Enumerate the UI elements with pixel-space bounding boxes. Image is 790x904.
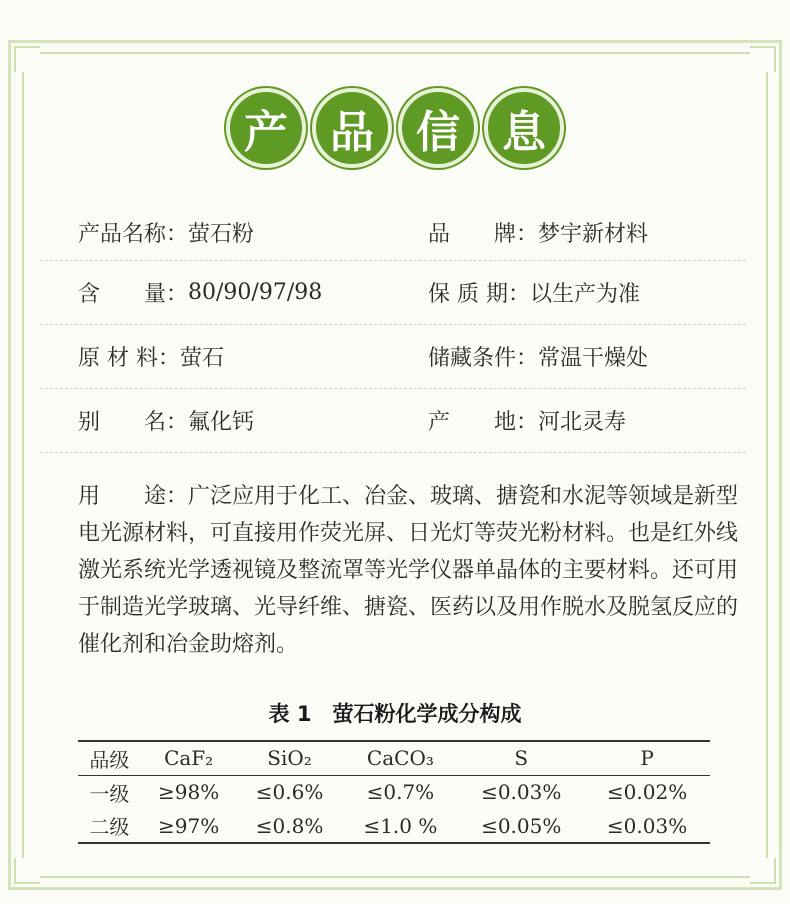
info-value: 萤石 (180, 346, 225, 371)
table-cell: ≤0.03% (481, 780, 562, 805)
table-header: CaCO₃ (366, 746, 434, 771)
usage-text: 广泛应用于化工、冶金、玻璃、搪瓷和水泥等领域是新型电光源材料，可直接用作荧光屏、日光灯等荧光粉材料。也是红外线激光系统光学透视镜及整流罩等光学仪器单晶体的主要材料。还可用于制造光学玻璃、光导纤维、搪瓷、医药以及用作脱水及脱氢反应的催化剂和冶金助熔剂。 (78, 484, 739, 657)
table-cell: ≤0.7% (366, 780, 435, 805)
frame-corner (14, 46, 40, 72)
usage-paragraph (78, 478, 758, 663)
table-row (78, 809, 710, 843)
title-char: 信 (398, 88, 478, 168)
info-value: 常温干燥处 (538, 346, 649, 371)
frame-corner (750, 46, 776, 72)
frame-corner (14, 858, 40, 884)
info-row (40, 389, 746, 453)
table-cell: ≤0.02% (606, 780, 688, 805)
info-value: 以生产为准 (530, 282, 641, 307)
frame-corner (750, 858, 776, 884)
info-row (40, 325, 746, 389)
product-info-grid (40, 205, 746, 453)
info-row (40, 261, 746, 325)
info-label: 保 质 期： (428, 282, 530, 307)
info-label: 含 量： (78, 282, 189, 307)
composition-table (78, 740, 710, 844)
table-header: CaF₂ (164, 746, 214, 771)
info-label: 原 材 料： (78, 346, 180, 371)
table-cell: ≥97% (158, 813, 220, 838)
info-value: 80/90/97/98 (188, 280, 323, 305)
table-header: S (514, 746, 529, 771)
table-header: P (640, 746, 654, 771)
info-label: 储藏条件： (428, 346, 539, 371)
info-label: 别 名： (78, 410, 189, 435)
table-cell: ≤1.0 % (363, 813, 438, 838)
info-value: 萤石粉 (188, 222, 255, 247)
table-header: 品级 (89, 747, 130, 772)
table-title: 表 1 萤石粉化学成分构成 (268, 702, 522, 726)
table-header: SiO₂ (267, 746, 312, 771)
title-char: 产 (226, 88, 306, 168)
table-cell: ≤0.05% (481, 813, 562, 838)
table-row (78, 775, 710, 809)
info-value: 氟化钙 (188, 410, 255, 435)
table-cell: 二级 (89, 815, 130, 839)
table-cell: ≥98% (158, 780, 220, 805)
title-char: 品 (312, 88, 392, 168)
table-cell: ≤0.8% (255, 813, 324, 838)
info-row (40, 205, 746, 261)
table-cell: ≤0.6% (255, 780, 324, 805)
page-title (0, 88, 790, 168)
info-label: 产品名称： (78, 222, 189, 247)
info-label: 产 地： (428, 410, 539, 435)
info-label: 品 牌： (428, 222, 539, 247)
table-cell: 一级 (89, 781, 130, 806)
info-value: 梦宇新材料 (538, 222, 649, 247)
table-cell: ≤0.03% (606, 813, 688, 838)
info-value: 河北灵寿 (538, 410, 627, 435)
table-header-row (78, 741, 710, 775)
usage-label: 用 途： (78, 484, 189, 509)
title-char: 息 (484, 88, 564, 168)
